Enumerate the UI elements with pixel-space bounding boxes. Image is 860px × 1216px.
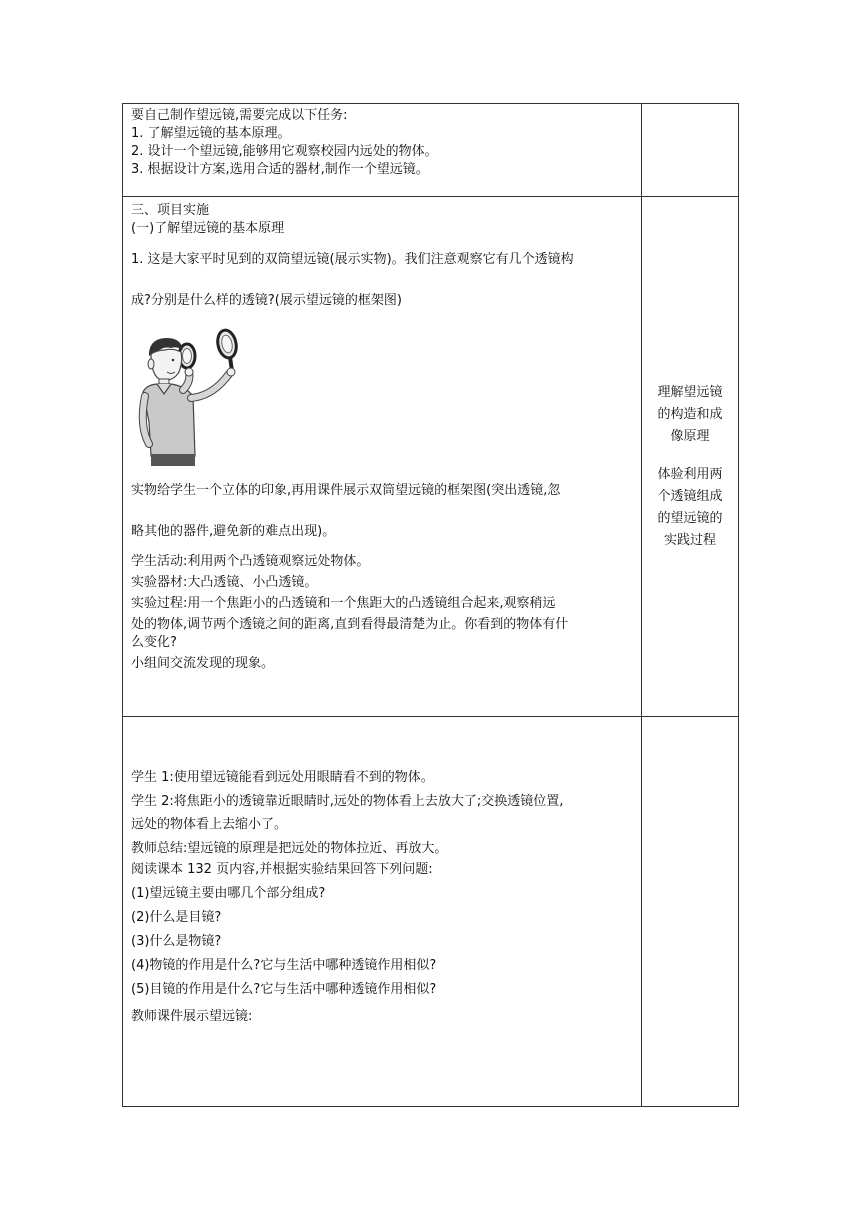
note-line-2: 略其他的器件,避免新的难点出现)。 — [131, 524, 336, 539]
table-row-implementation — [123, 197, 739, 717]
student-2-line-1: 学生 2:将焦距小的透镜靠近眼睛时,远处的物体看上去放大了;交换透镜位置, — [131, 794, 564, 809]
table-row-tasks — [123, 104, 739, 197]
objective-spacer — [646, 448, 734, 464]
table-row-discussion — [123, 717, 739, 1107]
objective-line-5: 体验利用两 — [657, 467, 723, 482]
question-3: (3)什么是物镜? — [131, 934, 222, 949]
tasks-intro: 要自己制作望远镜,需要完成以下任务: — [131, 108, 348, 123]
intro-line-2: 成?分别是什么样的透镜?(展示望远镜的框架图) — [131, 293, 402, 308]
student-activity: 学生活动:利用两个凸透镜观察远处物体。 — [131, 554, 370, 569]
experiment-materials: 实验器材:大凸透镜、小凸透镜。 — [131, 575, 318, 590]
subsection-heading: (一)了解望远镜的基本原理 — [131, 221, 285, 236]
objective-line-3: 像原理 — [670, 429, 710, 444]
objective-line-1: 理解望远镜 — [657, 385, 723, 400]
group-discussion: 小组间交流发现的现象。 — [131, 656, 275, 671]
lesson-plan-table — [122, 103, 739, 1107]
question-5: (5)目镜的作用是什么?它与生活中哪种透镜作用相似? — [131, 982, 437, 997]
objective-line-7: 的望远镜的 — [657, 511, 723, 526]
objective-line-2: 的构造和成 — [657, 407, 723, 422]
process-line-2: 处的物体,调节两个透镜之间的距离,直到看得最清楚为止。你看到的物体有什 — [131, 617, 569, 632]
process-line-1: 实验过程:用一个焦距小的凸透镜和一个焦距大的凸透镜组合起来,观察稍远 — [131, 596, 556, 611]
objective-line-8: 实践过程 — [663, 533, 716, 548]
teacher-summary: 教师总结:望远镜的原理是把远处的物体拉近、再放大。 — [131, 841, 448, 856]
objectives-cell — [642, 197, 739, 717]
side-cell-empty-3 — [642, 717, 739, 1107]
task-item-2: 2. 设计一个望远镜,能够用它观察校园内远处的物体。 — [131, 144, 438, 159]
intro-line-1: 1. 这是大家平时见到的双筒望远镜(展示实物)。我们注意观察它有几个透镜构 — [131, 252, 574, 267]
teacher-courseware: 教师课件展示望远镜: — [131, 1009, 253, 1024]
section-heading: 三、项目实施 — [131, 203, 210, 218]
task-item-1: 1. 了解望远镜的基本原理。 — [131, 126, 291, 141]
objective-line-6: 个透镜组成 — [657, 489, 723, 504]
tasks-cell — [123, 104, 642, 197]
side-cell-empty-1 — [642, 104, 739, 197]
question-1: (1)望远镜主要由哪几个部分组成? — [131, 886, 326, 901]
student-1-answer: 学生 1:使用望远镜能看到远处用眼睛看不到的物体。 — [131, 770, 434, 785]
implementation-cell — [123, 197, 642, 717]
task-item-3: 3. 根据设计方案,选用合适的器材,制作一个望远镜。 — [131, 162, 429, 177]
process-line-3: 么变化? — [131, 635, 177, 650]
question-4: (4)物镜的作用是什么?它与生活中哪种透镜作用相似? — [131, 958, 437, 973]
note-line-1: 实物给学生一个立体的印象,再用课件展示双筒望远镜的框架图(突出透镜,忽 — [131, 483, 561, 498]
boy-holding-magnifying-lenses-illustration — [131, 326, 243, 468]
student-2-line-2: 远处的物体看上去缩小了。 — [131, 817, 288, 832]
discussion-cell — [123, 717, 642, 1107]
question-2: (2)什么是目镜? — [131, 910, 222, 925]
reading-instruction: 阅读课本 132 页内容,并根据实验结果回答下列问题: — [131, 862, 433, 877]
